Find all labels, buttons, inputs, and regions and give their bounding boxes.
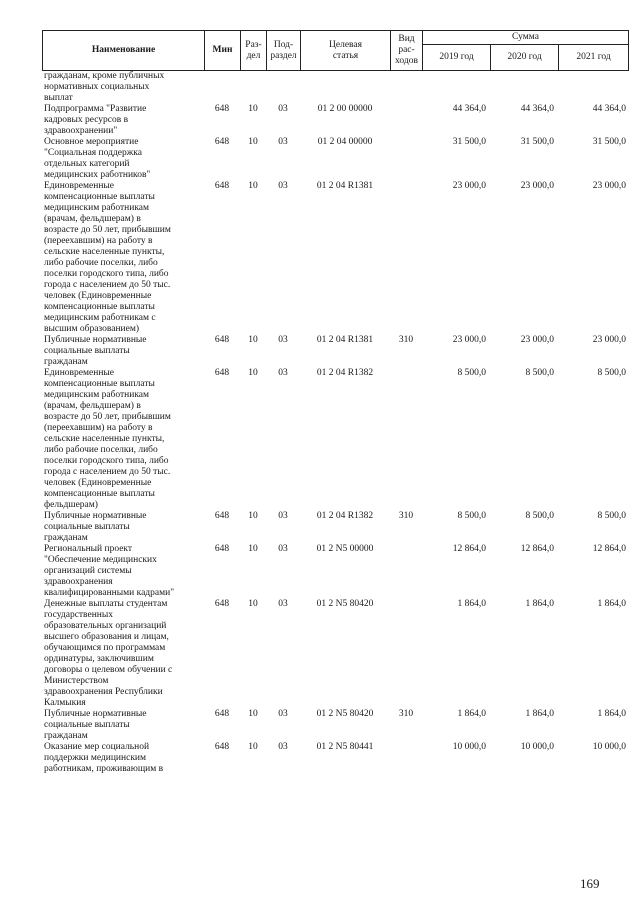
cell-pr: 03 bbox=[278, 511, 288, 521]
cell-s2: 1 864,0 bbox=[525, 599, 554, 609]
cell-min: 648 bbox=[214, 511, 230, 521]
cell-s2: 8 500,0 bbox=[525, 511, 554, 521]
cell-rz: 10 bbox=[248, 709, 258, 719]
cell-vr: 310 bbox=[398, 511, 414, 521]
cell-min: 648 bbox=[214, 599, 230, 609]
cell-s1 bbox=[422, 71, 490, 104]
table-row bbox=[42, 599, 628, 709]
cell-rz: 10 bbox=[248, 599, 258, 609]
cell-name: Подпрограмма "Развитие кадровых ресурсов в здравоохранении" bbox=[44, 104, 147, 136]
cell-min: 648 bbox=[214, 137, 230, 147]
cell-s2: 23 000,0 bbox=[520, 335, 554, 345]
cell-cs: 01 2 00 00000 bbox=[317, 104, 373, 114]
cell-s2: 23 000,0 bbox=[520, 181, 554, 191]
cell-name: Региональный проект "Обеспечение медицинских организаций системы здравоохранения квалифицированными кадрами" bbox=[44, 544, 175, 598]
cell-vr bbox=[390, 368, 422, 511]
cell-min: 648 bbox=[214, 368, 230, 378]
cell-rz bbox=[240, 71, 266, 104]
cell-cs: 01 2 04 00000 bbox=[317, 137, 373, 147]
cell-pr: 03 bbox=[278, 335, 288, 345]
table-row bbox=[42, 71, 628, 104]
cell-min: 648 bbox=[214, 104, 230, 114]
page-number: 169 bbox=[580, 876, 600, 891]
cell-pr: 03 bbox=[278, 181, 288, 191]
header-vid: Вид рас- ходов bbox=[391, 31, 423, 71]
table-row bbox=[42, 742, 628, 775]
cell-s3: 10 000,0 bbox=[592, 742, 626, 752]
cell-name: гражданам, кроме публичных нормативных социальных выплат bbox=[44, 71, 165, 103]
cell-cs: 01 2 04 R1382 bbox=[316, 368, 374, 378]
table-row bbox=[42, 709, 628, 742]
table-row bbox=[42, 181, 628, 335]
header-2019: 2019 год bbox=[423, 45, 491, 71]
cell-s1: 23 000,0 bbox=[452, 335, 486, 345]
cell-min: 648 bbox=[214, 742, 230, 752]
cell-s3: 1 864,0 bbox=[597, 709, 626, 719]
cell-s3: 44 364,0 bbox=[592, 104, 626, 114]
cell-pr: 03 bbox=[278, 709, 288, 719]
cell-pr: 03 bbox=[278, 137, 288, 147]
cell-rz: 10 bbox=[248, 511, 258, 521]
header-name: Наименование bbox=[43, 31, 205, 71]
cell-s1: 23 000,0 bbox=[452, 181, 486, 191]
cell-name: Единовременные компенсационные выплаты медицинским работникам (врачам, фельдшерам) в возрасте до 50 лет, прибывшим (переехавшим) на работу в сельские населенные пункты, либо рабочие поселки, либо поселки городского типа, либо города с населением до 50 тыс. человек (Единовременные компенсационные выплаты фельдшерам) bbox=[44, 368, 171, 510]
cell-vr bbox=[390, 71, 422, 104]
cell-min: 648 bbox=[214, 181, 230, 191]
cell-s1: 8 500,0 bbox=[457, 368, 486, 378]
cell-min bbox=[204, 71, 240, 104]
cell-cs: 01 2 N5 80420 bbox=[316, 599, 374, 609]
budget-table-page bbox=[42, 30, 628, 775]
cell-s1: 44 364,0 bbox=[452, 104, 486, 114]
table-body bbox=[42, 71, 628, 775]
table-row bbox=[42, 544, 628, 599]
cell-cs bbox=[300, 71, 390, 104]
cell-pr: 03 bbox=[278, 544, 288, 554]
cell-s2 bbox=[490, 71, 558, 104]
cell-s2: 1 864,0 bbox=[525, 709, 554, 719]
cell-vr bbox=[390, 181, 422, 335]
header-podrazdel: Под- раздел bbox=[267, 31, 301, 71]
cell-s3: 1 864,0 bbox=[597, 599, 626, 609]
cell-vr bbox=[390, 137, 422, 181]
header-2020: 2020 год bbox=[491, 45, 559, 71]
cell-rz: 10 bbox=[248, 137, 258, 147]
cell-rz: 10 bbox=[248, 335, 258, 345]
cell-pr: 03 bbox=[278, 599, 288, 609]
table-header bbox=[42, 30, 629, 71]
cell-pr bbox=[266, 71, 300, 104]
cell-vr bbox=[390, 544, 422, 599]
cell-s3: 12 864,0 bbox=[592, 544, 626, 554]
cell-s2: 10 000,0 bbox=[520, 742, 554, 752]
cell-name: Основное мероприятие "Социальная поддержка отдельных категорий медицинских работников" bbox=[44, 137, 151, 180]
cell-vr: 310 bbox=[398, 335, 414, 345]
header-razdel: Раз- дел bbox=[241, 31, 267, 71]
cell-rz: 10 bbox=[248, 181, 258, 191]
table-row bbox=[42, 368, 628, 511]
header-summa: Сумма bbox=[423, 31, 629, 45]
cell-s2: 8 500,0 bbox=[525, 368, 554, 378]
cell-s1: 12 864,0 bbox=[452, 544, 486, 554]
cell-pr: 03 bbox=[278, 368, 288, 378]
cell-s3: 31 500,0 bbox=[592, 137, 626, 147]
cell-cs: 01 2 04 R1381 bbox=[316, 181, 374, 191]
cell-s3 bbox=[558, 71, 628, 104]
cell-s3: 23 000,0 bbox=[592, 181, 626, 191]
cell-min: 648 bbox=[214, 709, 230, 719]
cell-cs: 01 2 04 R1382 bbox=[316, 511, 374, 521]
cell-s2: 31 500,0 bbox=[520, 137, 554, 147]
header-min: Мин bbox=[205, 31, 241, 71]
cell-s3: 8 500,0 bbox=[597, 368, 626, 378]
cell-s1: 8 500,0 bbox=[457, 511, 486, 521]
cell-name: Оказание мер социальной поддержки медицинским работникам, проживающим в bbox=[44, 742, 164, 774]
cell-min: 648 bbox=[214, 544, 230, 554]
cell-name: Денежные выплаты студентам государственных образовательных организаций высшего образования и лицам, обучающимся по программам ординатуры, заключившим договоры о целевом обучении с Министерством здравоохранения Республики Калмыкия bbox=[44, 599, 173, 708]
cell-vr bbox=[390, 742, 422, 775]
cell-min: 648 bbox=[214, 335, 230, 345]
cell-rz: 10 bbox=[248, 742, 258, 752]
cell-s2: 12 864,0 bbox=[520, 544, 554, 554]
cell-s1: 1 864,0 bbox=[457, 599, 486, 609]
cell-s1: 31 500,0 bbox=[452, 137, 486, 147]
header-celevaya: Целевая статья bbox=[301, 31, 391, 71]
table-row bbox=[42, 335, 628, 368]
cell-name: Единовременные компенсационные выплаты медицинским работникам (врачам, фельдшерам) в возрасте до 50 лет, прибывшим (переехавшим) на работу в сельские населенные пункты, либо рабочие поселки, либо поселки городского типа, либо города с населением до 50 тыс. человек (Единовременные компенсационные выплаты медицинским работникам с высшим образованием) bbox=[44, 181, 171, 334]
header-2021: 2021 год bbox=[559, 45, 629, 71]
table-row bbox=[42, 137, 628, 181]
cell-rz: 10 bbox=[248, 544, 258, 554]
cell-name: Публичные нормативные социальные выплаты гражданам bbox=[44, 511, 147, 543]
cell-s3: 8 500,0 bbox=[597, 511, 626, 521]
cell-cs: 01 2 N5 80420 bbox=[316, 709, 374, 719]
cell-s1: 10 000,0 bbox=[452, 742, 486, 752]
cell-rz: 10 bbox=[248, 368, 258, 378]
cell-vr bbox=[390, 599, 422, 709]
cell-pr: 03 bbox=[278, 742, 288, 752]
cell-cs: 01 2 N5 80441 bbox=[316, 742, 374, 752]
cell-cs: 01 2 04 R1381 bbox=[316, 335, 374, 345]
cell-cs: 01 2 N5 00000 bbox=[316, 544, 374, 554]
cell-name: Публичные нормативные социальные выплаты гражданам bbox=[44, 709, 147, 741]
cell-name: Публичные нормативные социальные выплаты гражданам bbox=[44, 335, 147, 367]
table-row bbox=[42, 104, 628, 137]
cell-vr bbox=[390, 104, 422, 137]
cell-vr: 310 bbox=[398, 709, 414, 719]
cell-pr: 03 bbox=[278, 104, 288, 114]
cell-s2: 44 364,0 bbox=[520, 104, 554, 114]
table-row bbox=[42, 511, 628, 544]
cell-rz: 10 bbox=[248, 104, 258, 114]
cell-s1: 1 864,0 bbox=[457, 709, 486, 719]
cell-s3: 23 000,0 bbox=[592, 335, 626, 345]
